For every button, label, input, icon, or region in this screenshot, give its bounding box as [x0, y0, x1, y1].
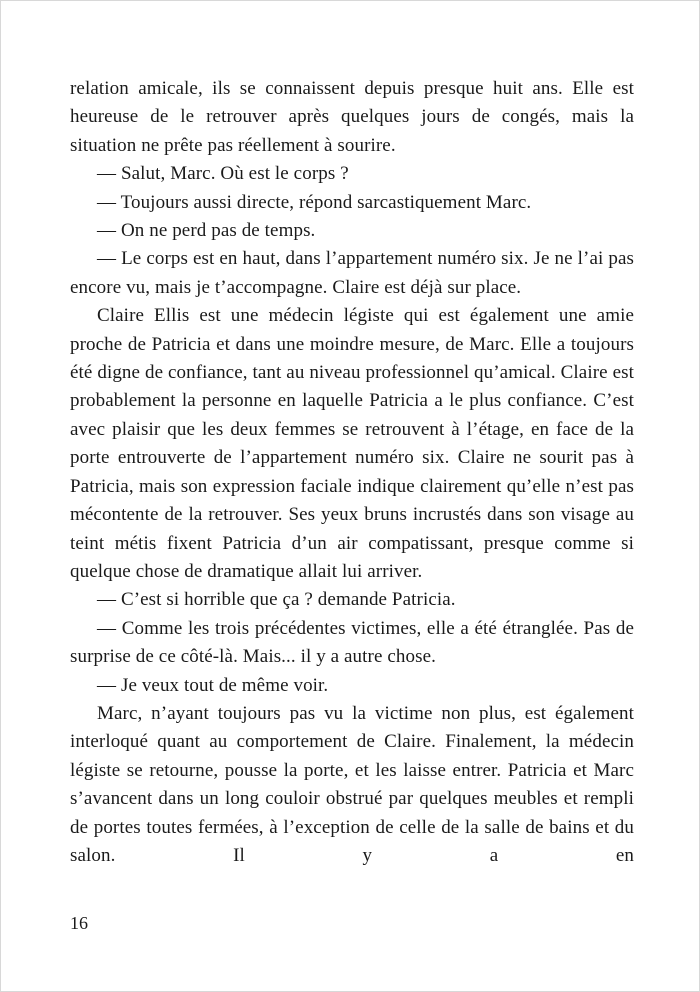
page-number: 16 — [70, 913, 88, 933]
dialogue-line: — C’est si horrible que ça ? demande Patricia. — [97, 589, 456, 611]
body-paragraph: relation amicale, ils se connaissent depuis presque huit ans. Elle est heureuse de le retrouver après quelques jours de congés, mais la situation ne prête pas réellement à sourire. — [70, 78, 634, 156]
body-paragraph: Claire Ellis est une médecin légiste qui est également une amie proche de Patricia et dans une moindre mesure, de Marc. Elle a toujours été digne de confiance, tant au niveau professionnel qu’amical. Claire est probablement la personne en laquelle Patricia a le plus confiance. C’est avec plaisir que les deux femmes se retrouvent à l’étage, en face de la porte entrouverte de l’appartement numéro six. Claire ne sourit pas à Patricia, mais son expression faciale indique clairement qu’elle n’est pas mécontente de la retrouver. Ses yeux bruns incrustés dans son visage au teint métis fixent Patricia d’un air compatissant, presque comme si quelque chose de dramatique allait lui arriver. — [70, 305, 634, 582]
dialogue-line: — Salut, Marc. Où est le corps ? — [97, 163, 349, 185]
dialogue-line: — Comme les trois précédentes victimes, elle a été étranglée. Pas de surprise de ce côté-là. Mais... il y a autre chose. — [70, 617, 634, 668]
body-paragraph: Marc, n’ayant toujours pas vu la victime non plus, est également interloqué quant au comportement de Claire. Finalement, la médecin légiste se retourne, pousse la porte, et les laisse entrer. Patricia et Marc s’avancent dans un long couloir obstrué par quelques meubles et rempli de portes toutes fermées, à l’exception de celle de la salle de bains et du salon. Il y a en — [70, 702, 634, 866]
dialogue-line: — Le corps est en haut, dans l’appartement numéro six. Je ne l’ai pas encore vu, mais je t’accompagne. Claire est déjà sur place. — [70, 248, 634, 298]
dialogue-line: — Je veux tout de même voir. — [97, 674, 329, 696]
dialogue-line: — On ne perd pas de temps. — [97, 220, 316, 242]
page-text-block — [70, 75, 634, 870]
dialogue-line: — Toujours aussi directe, répond sarcastiquement Marc. — [97, 191, 532, 213]
